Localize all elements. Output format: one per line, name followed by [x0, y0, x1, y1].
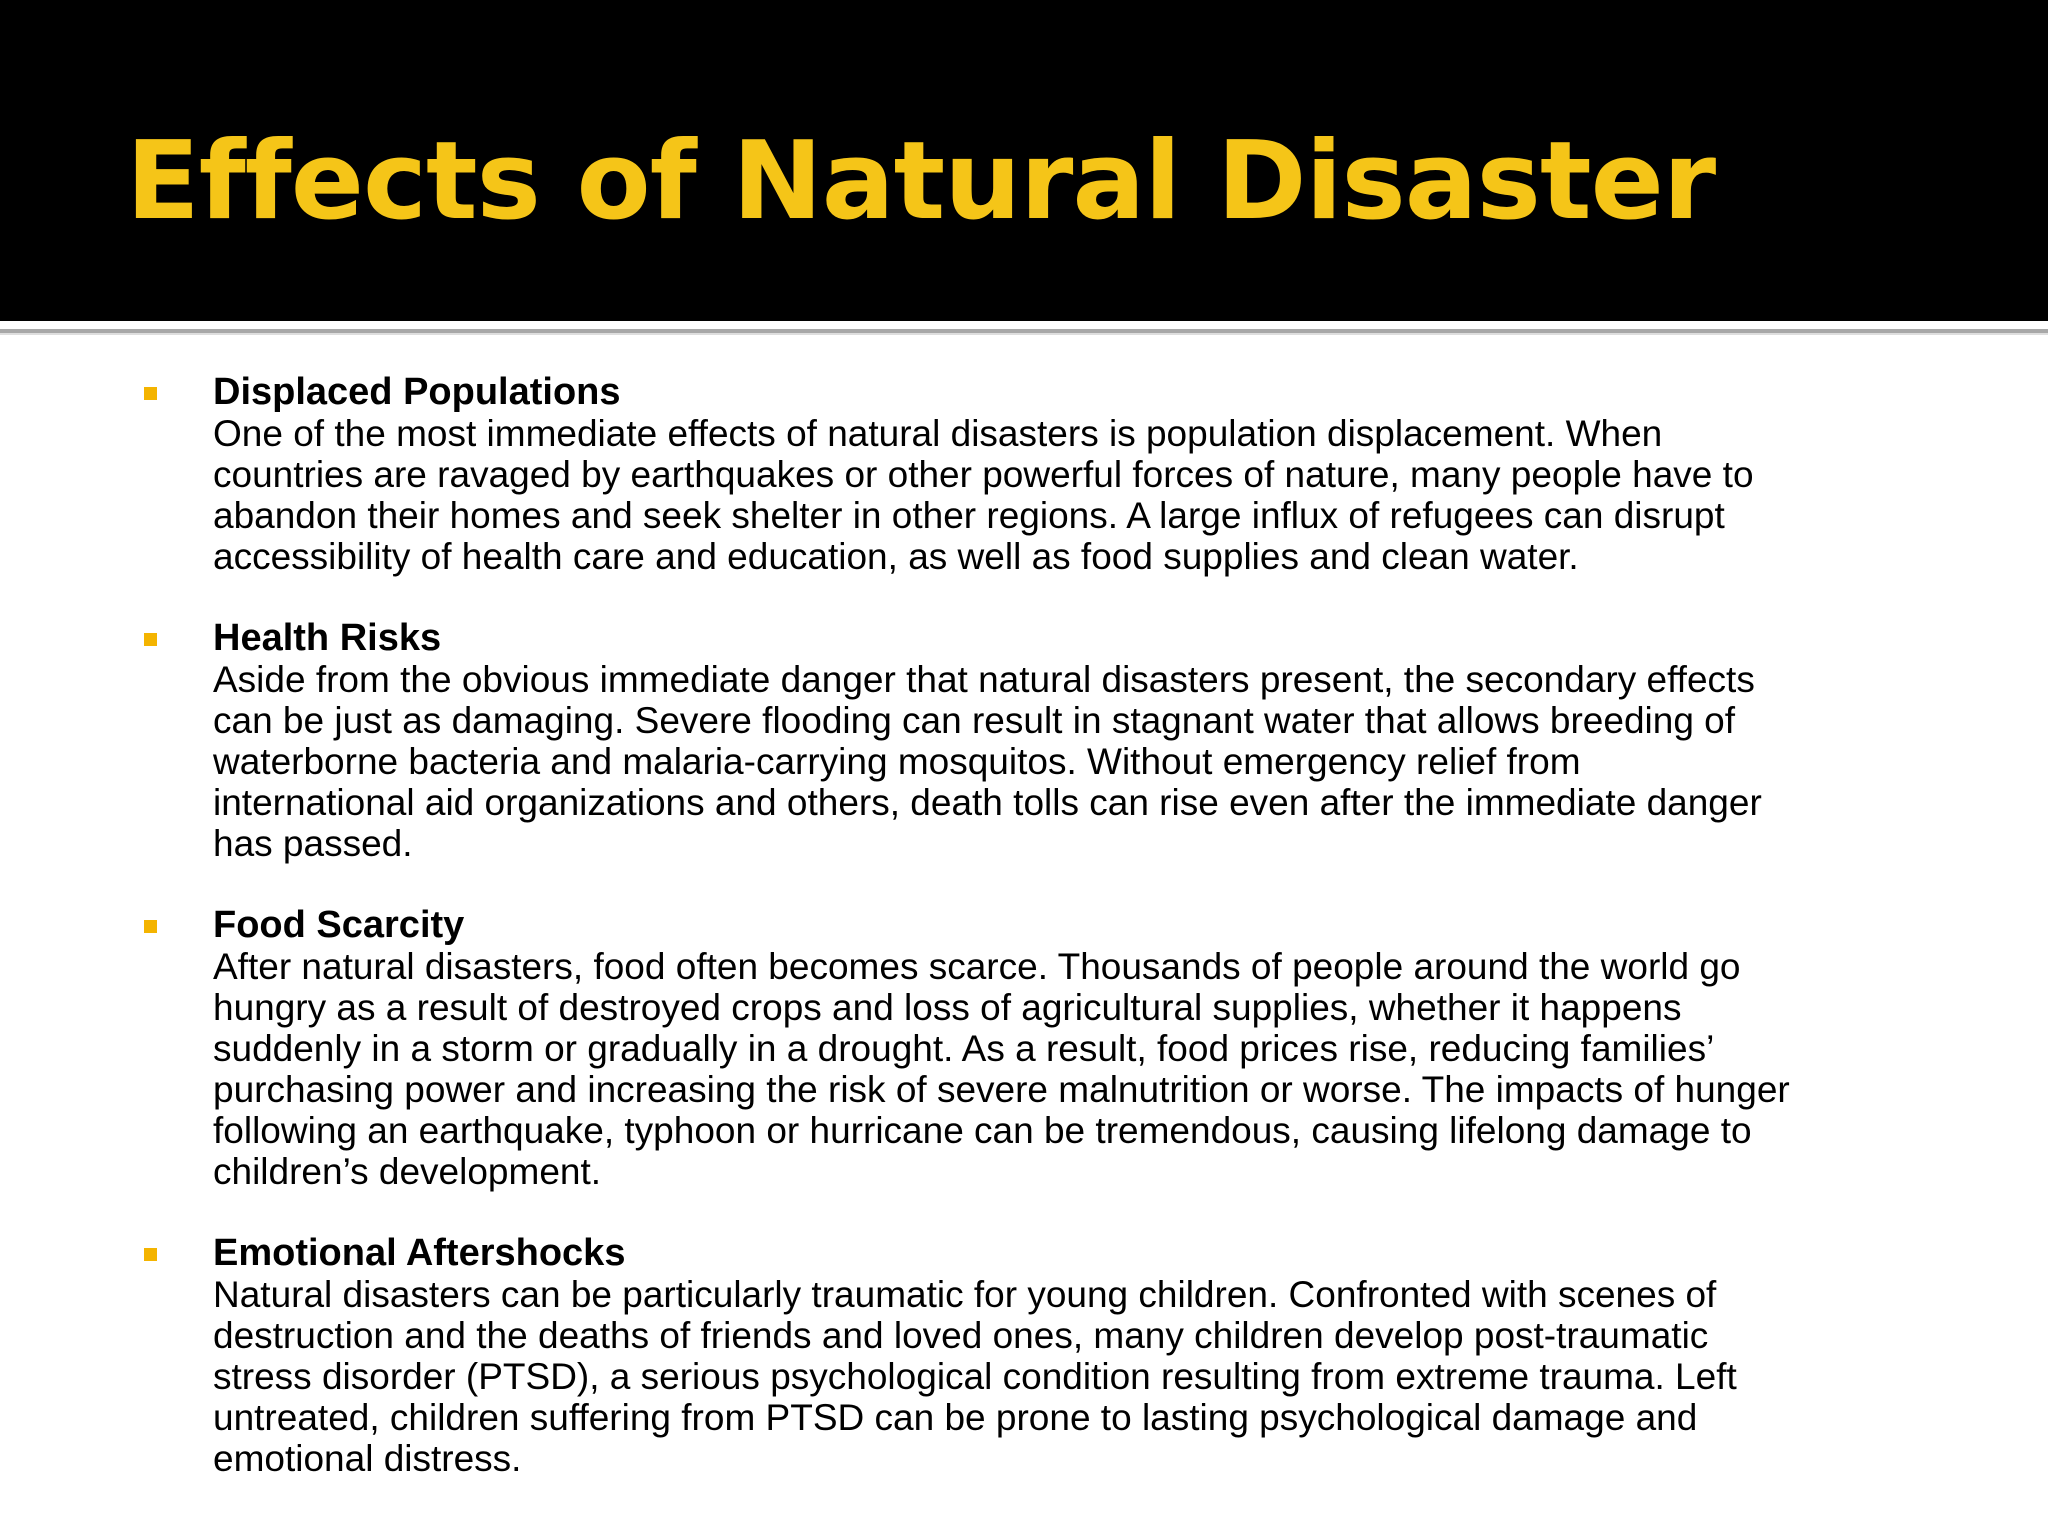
body-line: can be just as damaging. Severe flooding can result in stagnant water that allows breeding of	[213, 700, 1736, 741]
body-line: waterborne bacteria and malaria-carrying mosquitos. Without emergency relief from	[213, 741, 1581, 782]
title-bar	[0, 0, 2048, 321]
body-line: Aside from the obvious immediate danger that natural disasters present, the secondary effects	[213, 659, 1755, 700]
item-body	[213, 946, 2008, 1192]
body-line: destruction and the deaths of friends and loved ones, many children develop post-traumatic	[213, 1315, 1709, 1356]
bullet-item-food-scarcity	[0, 905, 2048, 1192]
bullet-item-health-risks	[0, 618, 2048, 864]
body-line: Natural disasters can be particularly traumatic for young children. Confronted with scenes of	[213, 1274, 1717, 1315]
item-body	[213, 413, 2008, 577]
item-heading: Health Risks	[213, 617, 442, 659]
bullet-item-displaced-populations	[0, 372, 2048, 577]
item-body	[213, 659, 2008, 864]
bullet-item-emotional-aftershocks	[0, 1233, 2048, 1479]
body-line: emotional distress.	[213, 1438, 522, 1479]
item-heading: Displaced Populations	[213, 371, 621, 413]
body-line: purchasing power and increasing the risk of severe malnutrition or worse. The impacts of hunger	[213, 1069, 1790, 1110]
title-divider-highlight	[0, 333, 2048, 335]
body-line: countries are ravaged by earthquakes or other powerful forces of nature, many people have to	[213, 454, 1754, 495]
square-bullet-icon	[144, 633, 157, 646]
body-line: accessibility of health care and education, as well as food supplies and clean water.	[213, 536, 1579, 577]
body-line: has passed.	[213, 823, 413, 864]
body-line: After natural disasters, food often becomes scarce. Thousands of people around the world go	[213, 946, 1741, 987]
body-line: One of the most immediate effects of natural disasters is population displacement. When	[213, 413, 1663, 454]
body-line: following an earthquake, typhoon or hurricane can be tremendous, causing lifelong damage to	[213, 1110, 1752, 1151]
item-heading: Food Scarcity	[213, 904, 465, 946]
body-line: suddenly in a storm or gradually in a drought. As a result, food prices rise, reducing families’	[213, 1028, 1715, 1069]
item-heading: Emotional Aftershocks	[213, 1232, 626, 1274]
square-bullet-icon	[144, 387, 157, 400]
slide-title: Effects of Natural Disaster	[126, 119, 1716, 244]
body-line: hungry as a result of destroyed crops and loss of agricultural supplies, whether it happens	[213, 987, 1682, 1028]
body-line: stress disorder (PTSD), a serious psychological condition resulting from extreme trauma. Left	[213, 1356, 1737, 1397]
item-body	[213, 1274, 2008, 1479]
body-line: children’s development.	[213, 1151, 602, 1192]
square-bullet-icon	[144, 1248, 157, 1261]
bullet-list	[0, 372, 2048, 1520]
body-line: untreated, children suffering from PTSD can be prone to lasting psychological damage and	[213, 1397, 1698, 1438]
square-bullet-icon	[144, 920, 157, 933]
body-line: international aid organizations and others, death tolls can rise even after the immediate danger	[213, 782, 1762, 823]
body-line: abandon their homes and seek shelter in other regions. A large influx of refugees can disrupt	[213, 495, 1725, 536]
